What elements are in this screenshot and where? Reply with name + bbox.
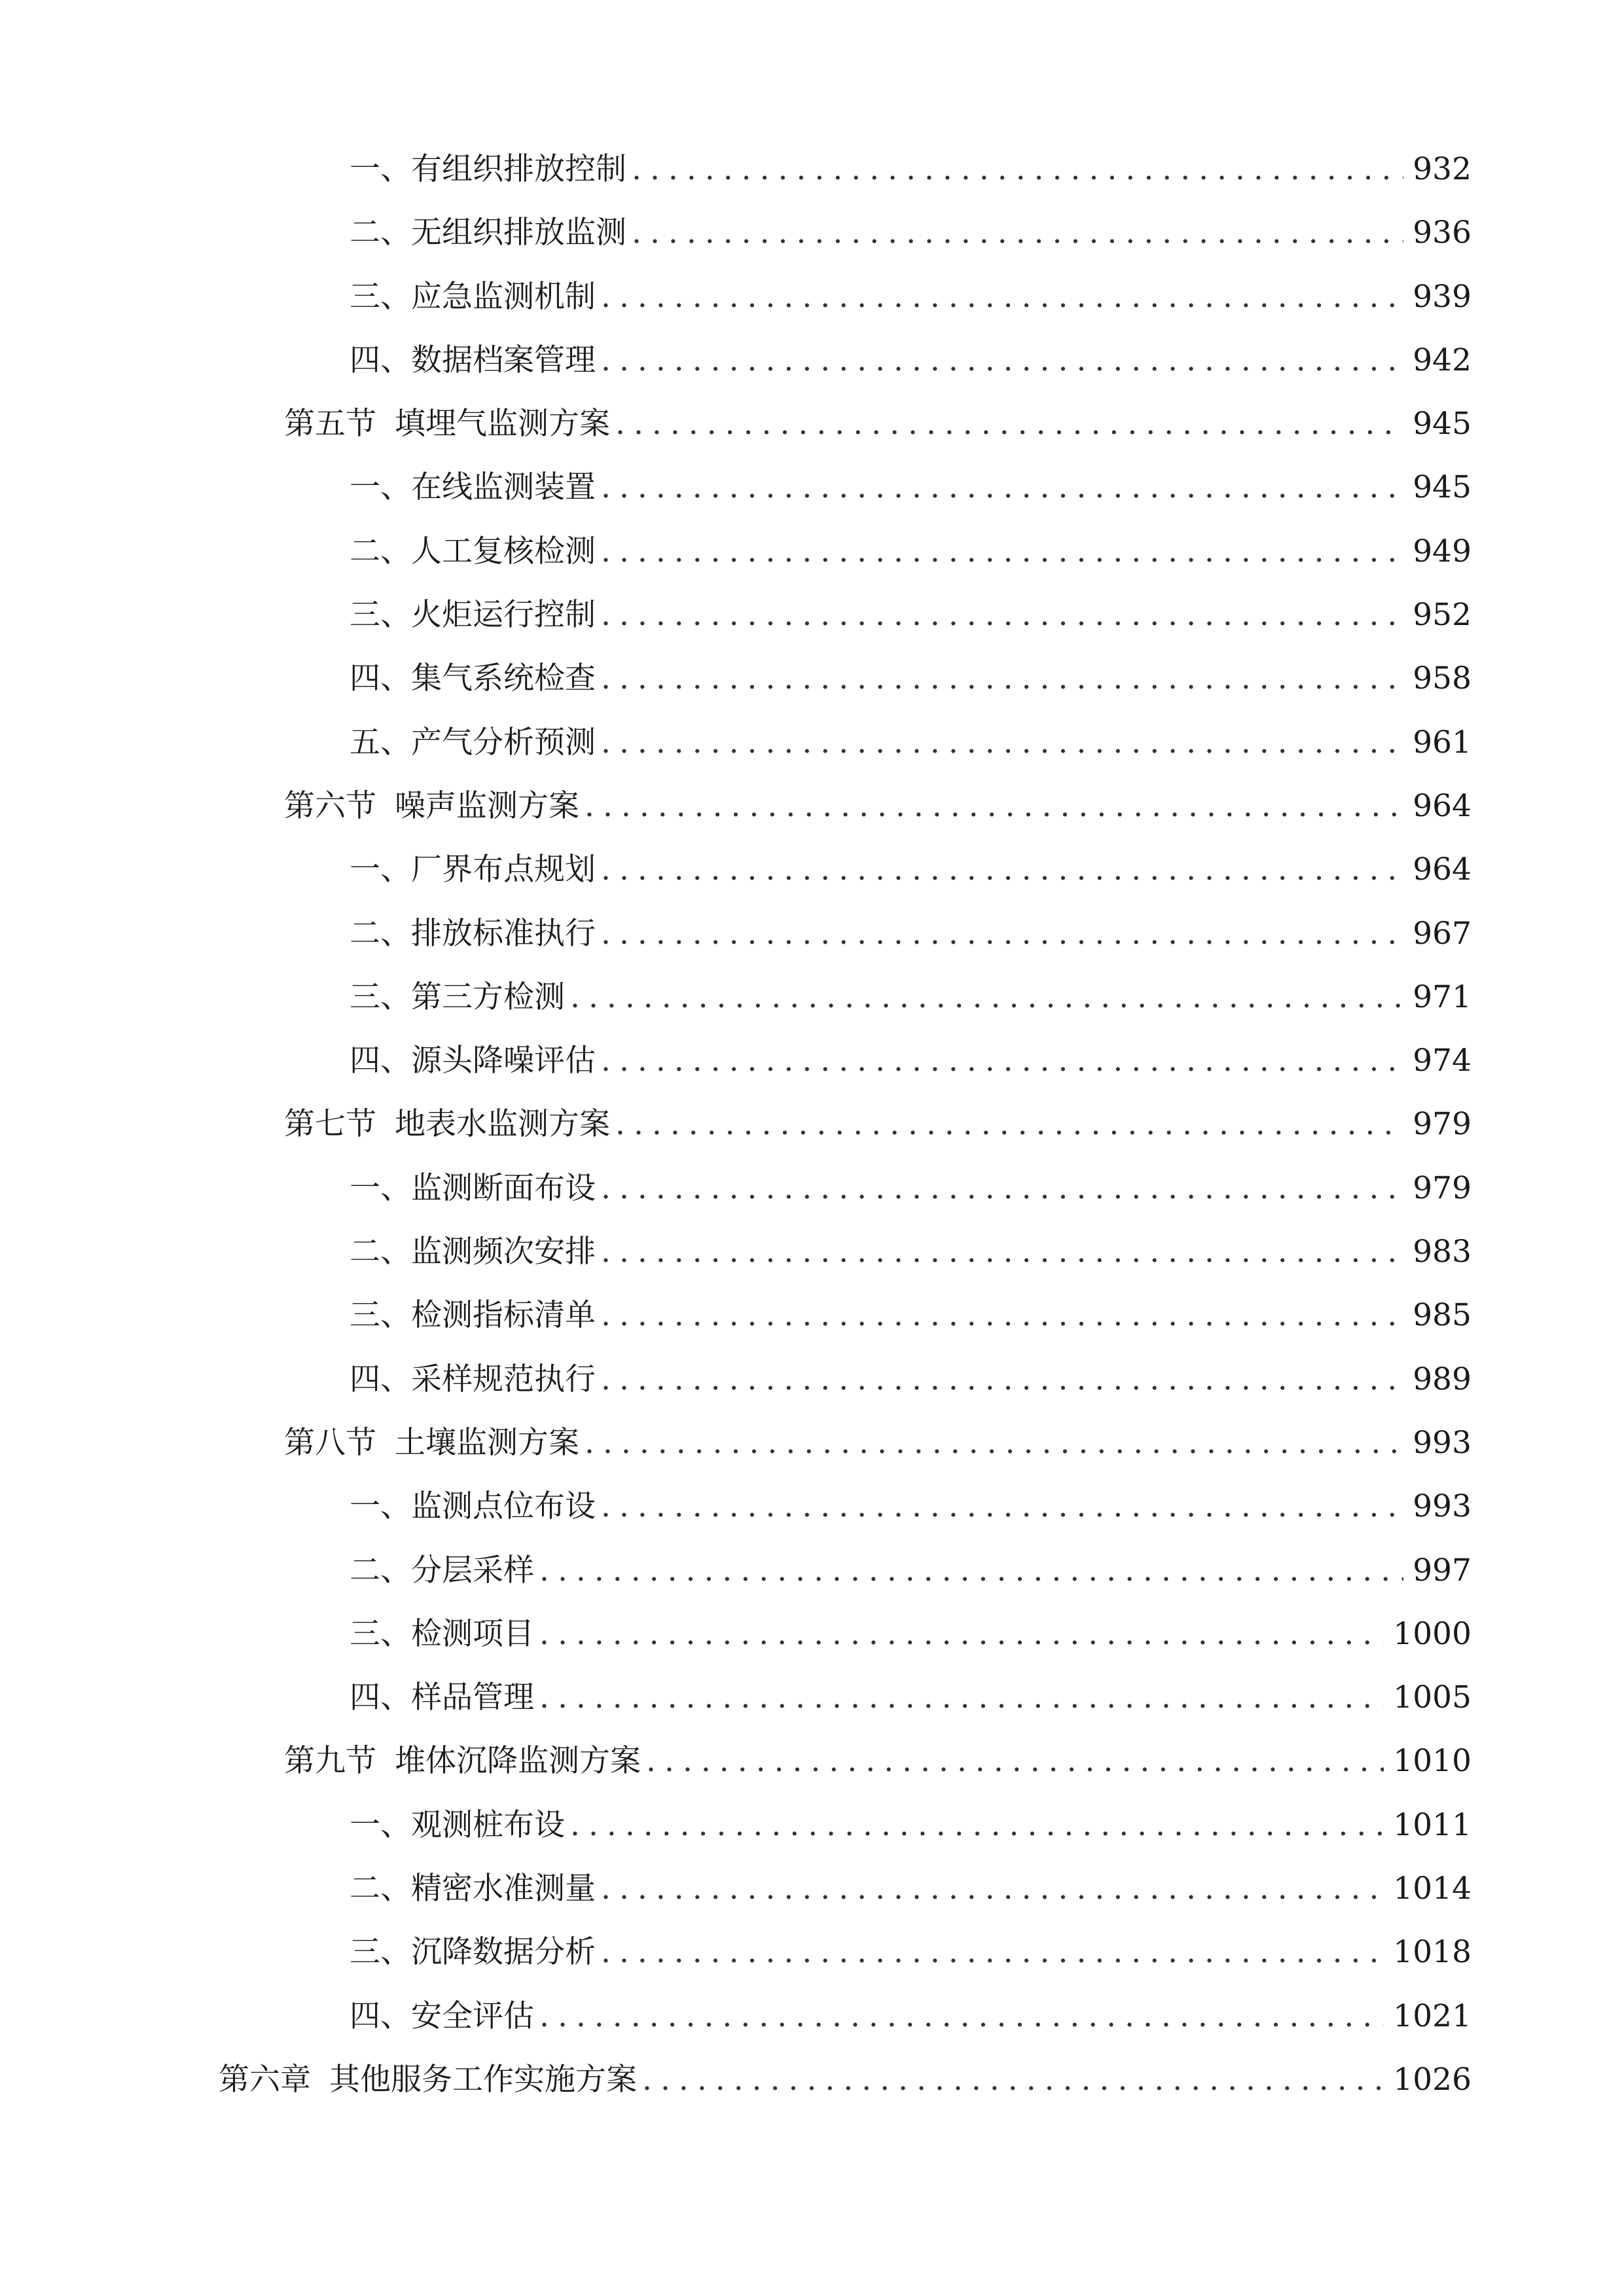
toc-dot-leader: [539, 1998, 1384, 2034]
toc-entry-item[interactable]: [0, 845, 1624, 908]
toc-dot-leader: [601, 533, 1403, 569]
toc-dot-leader: [585, 788, 1403, 824]
toc-entry-page-number: 967: [1413, 915, 1471, 952]
toc-entry-number: 三、: [350, 597, 411, 634]
toc-entry-title: 源头降噪评估: [411, 1043, 596, 1079]
toc-entry-page-number: 1021: [1393, 1998, 1471, 2034]
toc-entry-number: 第八节: [284, 1424, 376, 1461]
toc-entry-title: 监测频次安排: [411, 1234, 596, 1270]
toc-entry-item[interactable]: [0, 527, 1624, 590]
toc-entry-title: 填埋气监测方案: [395, 406, 610, 442]
toc-entry-page-number: 945: [1413, 469, 1471, 506]
toc-entry-item[interactable]: [0, 654, 1624, 717]
toc-entry-title: 监测断面布设: [411, 1170, 596, 1206]
toc-entry-title: 采样规范执行: [411, 1361, 596, 1397]
toc-entry-page-number: 964: [1413, 787, 1471, 824]
toc-entry-item[interactable]: [0, 272, 1624, 336]
toc-dot-leader: [601, 1361, 1403, 1397]
toc-entry-title: 有组织排放控制: [411, 151, 626, 187]
toc-entry-number: 第九节: [284, 1743, 376, 1780]
toc-entry-title: 排放标准执行: [411, 915, 596, 952]
toc-entry-title: 检测项目: [411, 1615, 534, 1652]
table-of-contents: [0, 145, 1624, 2119]
toc-dot-leader: [646, 1743, 1384, 1779]
toc-entry-page-number: 932: [1413, 151, 1471, 187]
toc-entry-page-number: 958: [1413, 660, 1471, 697]
toc-entry-item[interactable]: [0, 1864, 1624, 1928]
toc-entry-number: 二、: [350, 1234, 411, 1270]
toc-dot-leader: [601, 1043, 1403, 1079]
toc-entry-page-number: 1005: [1393, 1679, 1471, 1716]
toc-dot-leader: [601, 916, 1403, 952]
toc-entry-title: 噪声监测方案: [395, 787, 579, 824]
toc-entry-item[interactable]: [0, 1036, 1624, 1100]
toc-entry-page-number: 961: [1413, 724, 1471, 761]
toc-entry-title: 监测点位布设: [411, 1488, 596, 1525]
toc-dot-leader: [615, 1106, 1403, 1142]
toc-entry-title: 安全评估: [411, 1998, 534, 2034]
toc-entry-page-number: 993: [1413, 1488, 1471, 1525]
toc-entry-title: 火炬运行控制: [411, 597, 596, 634]
toc-entry-number: 一、: [350, 151, 411, 187]
toc-entry-number: 三、: [350, 1615, 411, 1652]
toc-entry-number: 一、: [350, 852, 411, 888]
toc-entry-section[interactable]: [0, 1736, 1624, 1800]
toc-entry-number: 二、: [350, 1871, 411, 1907]
toc-entry-item[interactable]: [0, 145, 1624, 208]
toc-entry-number: 一、: [350, 1488, 411, 1525]
toc-entry-title: 人工复核检测: [411, 533, 596, 569]
toc-dot-leader: [570, 979, 1403, 1015]
toc-entry-section[interactable]: [0, 399, 1624, 463]
toc-entry-number: 三、: [350, 1297, 411, 1334]
toc-entry-item[interactable]: [0, 1291, 1624, 1354]
toc-dot-leader: [601, 342, 1403, 378]
toc-entry-title: 集气系统检查: [411, 660, 596, 697]
toc-dot-leader: [601, 1871, 1384, 1907]
toc-entry-number: 五、: [350, 724, 411, 761]
toc-entry-title: 无组织排放监测: [411, 215, 626, 251]
toc-entry-page-number: 979: [1413, 1106, 1471, 1143]
toc-dot-leader: [601, 1488, 1403, 1524]
toc-dot-leader: [601, 1234, 1403, 1270]
toc-entry-title: 地表水监测方案: [395, 1106, 610, 1143]
toc-entry-item[interactable]: [0, 590, 1624, 654]
toc-entry-item[interactable]: [0, 1673, 1624, 1736]
toc-dot-leader: [539, 1552, 1403, 1588]
toc-entry-title: 堆体沉降监测方案: [395, 1743, 641, 1780]
toc-dot-leader: [585, 1425, 1403, 1461]
toc-entry-item[interactable]: [0, 1355, 1624, 1418]
toc-entry-title: 分层采样: [411, 1552, 534, 1588]
toc-entry-number: 三、: [350, 978, 411, 1015]
toc-entry-section[interactable]: [0, 1100, 1624, 1163]
toc-entry-item[interactable]: [0, 1801, 1624, 1864]
toc-entry-page-number: 1000: [1393, 1615, 1471, 1652]
toc-entry-page-number: 939: [1413, 278, 1471, 315]
toc-entry-title: 第三方检测: [411, 978, 565, 1015]
toc-entry-item[interactable]: [0, 208, 1624, 272]
toc-entry-page-number: 949: [1413, 533, 1471, 569]
toc-dot-leader: [601, 852, 1403, 888]
toc-entry-item[interactable]: [0, 973, 1624, 1036]
toc-entry-title: 在线监测装置: [411, 469, 596, 506]
toc-entry-number: 三、: [350, 1934, 411, 1971]
toc-entry-number: 四、: [350, 1043, 411, 1079]
toc-dot-leader: [601, 597, 1403, 633]
toc-entry-page-number: 1010: [1393, 1743, 1471, 1780]
toc-entry-number: 四、: [350, 1361, 411, 1397]
toc-entry-item[interactable]: [0, 909, 1624, 973]
toc-entry-number: 二、: [350, 915, 411, 952]
toc-entry-title: 应急监测机制: [411, 278, 596, 315]
toc-entry-page-number: 983: [1413, 1234, 1471, 1270]
toc-dot-leader: [601, 1934, 1384, 1970]
toc-entry-number: 一、: [350, 469, 411, 506]
toc-entry-item[interactable]: [0, 1992, 1624, 2055]
toc-entry-page-number: 952: [1413, 597, 1471, 634]
toc-entry-chapter[interactable]: [0, 2055, 1624, 2119]
toc-entry-page-number: 964: [1413, 852, 1471, 888]
toc-entry-item[interactable]: [0, 336, 1624, 399]
toc-entry-page-number: 936: [1413, 215, 1471, 251]
toc-dot-leader: [632, 215, 1403, 251]
toc-entry-page-number: 942: [1413, 342, 1471, 378]
toc-entry-page-number: 945: [1413, 406, 1471, 442]
toc-entry-number: 四、: [350, 1998, 411, 2034]
toc-entry-page-number: 1014: [1393, 1871, 1471, 1907]
toc-entry-page-number: 971: [1413, 978, 1471, 1015]
toc-dot-leader: [601, 660, 1403, 696]
toc-dot-leader: [632, 151, 1403, 187]
toc-dot-leader: [601, 279, 1403, 315]
toc-entry-number: 三、: [350, 278, 411, 315]
toc-dot-leader: [601, 469, 1403, 505]
toc-entry-title: 土壤监测方案: [395, 1424, 579, 1461]
toc-entry-page-number: 974: [1413, 1043, 1471, 1079]
toc-entry-page-number: 993: [1413, 1424, 1471, 1461]
toc-dot-leader: [601, 1170, 1403, 1206]
toc-dot-leader: [642, 2062, 1384, 2098]
toc-dot-leader: [601, 725, 1403, 761]
toc-entry-page-number: 1026: [1393, 2061, 1471, 2098]
toc-entry-item[interactable]: [0, 463, 1624, 526]
toc-entry-number: 二、: [350, 1552, 411, 1588]
toc-dot-leader: [539, 1616, 1384, 1652]
toc-entry-page-number: 1018: [1393, 1934, 1471, 1971]
toc-entry-number: 二、: [350, 215, 411, 251]
toc-entry-title: 检测指标清单: [411, 1297, 596, 1334]
toc-entry-number: 一、: [350, 1170, 411, 1206]
toc-entry-title: 观测桩布设: [411, 1806, 565, 1843]
toc-dot-leader: [570, 1807, 1384, 1843]
toc-entry-number: 四、: [350, 1679, 411, 1716]
toc-entry-title: 数据档案管理: [411, 342, 596, 378]
toc-dot-leader: [615, 406, 1403, 442]
toc-entry-number: 第六章: [219, 2061, 311, 2098]
toc-entry-number: 第六节: [284, 787, 376, 824]
toc-dot-leader: [601, 1297, 1403, 1333]
toc-entry-number: 四、: [350, 342, 411, 378]
toc-entry-number: 一、: [350, 1806, 411, 1843]
toc-entry-title: 厂界布点规划: [411, 852, 596, 888]
toc-entry-item[interactable]: [0, 1546, 1624, 1609]
toc-entry-page-number: 985: [1413, 1297, 1471, 1334]
toc-entry-item[interactable]: [0, 1928, 1624, 1991]
toc-entry-number: 第七节: [284, 1106, 376, 1143]
toc-entry-title: 其他服务工作实施方案: [329, 2061, 637, 2098]
toc-entry-item[interactable]: [0, 1482, 1624, 1545]
toc-entry-page-number: 997: [1413, 1552, 1471, 1588]
toc-entry-page-number: 1011: [1393, 1806, 1471, 1843]
toc-entry-section[interactable]: [0, 1418, 1624, 1482]
toc-entry-section[interactable]: [0, 781, 1624, 845]
toc-dot-leader: [539, 1679, 1384, 1715]
toc-entry-item[interactable]: [0, 1609, 1624, 1673]
toc-entry-page-number: 989: [1413, 1361, 1471, 1397]
toc-entry-page-number: 979: [1413, 1170, 1471, 1206]
toc-entry-title: 产气分析预测: [411, 724, 596, 761]
toc-entry-number: 四、: [350, 660, 411, 697]
toc-entry-number: 第五节: [284, 406, 376, 442]
toc-entry-title: 沉降数据分析: [411, 1934, 596, 1971]
toc-entry-item[interactable]: [0, 1227, 1624, 1291]
toc-entry-title: 精密水准测量: [411, 1871, 596, 1907]
toc-entry-title: 样品管理: [411, 1679, 534, 1716]
toc-entry-item[interactable]: [0, 718, 1624, 781]
toc-entry-number: 二、: [350, 533, 411, 569]
toc-entry-item[interactable]: [0, 1164, 1624, 1227]
